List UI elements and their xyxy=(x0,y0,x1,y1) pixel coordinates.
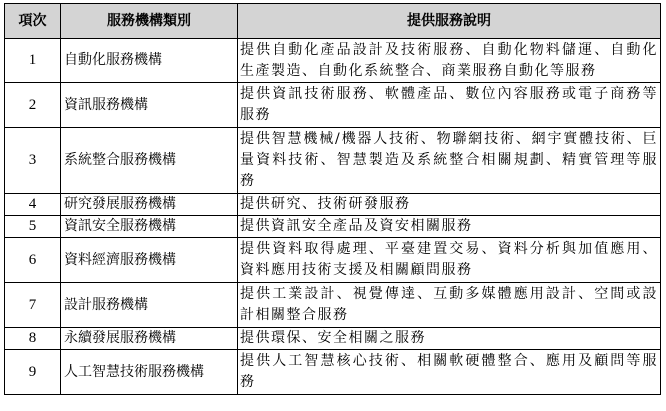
table-row xyxy=(5,194,661,216)
service-institution-table xyxy=(4,3,661,395)
row-number: 3 xyxy=(5,128,61,194)
row-number: 2 xyxy=(5,83,61,128)
row-description: 提供工業設計、視覺傳達、互動多媒體應用設計、空間或設計相關整合服務 xyxy=(238,283,661,328)
row-number: 5 xyxy=(5,216,61,238)
row-category: 自動化服務機構 xyxy=(61,39,238,83)
row-description: 提供自動化產品設計及技術服務、自動化物料儲運、自動化生產製造、自動化系統整合、商業服務自動化等服務 xyxy=(238,39,661,83)
row-number: 4 xyxy=(5,194,61,216)
row-number: 8 xyxy=(5,328,61,350)
row-category: 系統整合服務機構 xyxy=(61,128,238,194)
table-body xyxy=(5,39,661,395)
row-category: 資訊服務機構 xyxy=(61,83,238,128)
header-category: 服務機構類別 xyxy=(61,4,238,39)
row-number: 9 xyxy=(5,350,61,395)
table-row xyxy=(5,283,661,328)
row-number: 6 xyxy=(5,238,61,283)
row-description: 提供研究、技術研發服務 xyxy=(238,194,661,216)
header-description: 提供服務說明 xyxy=(238,4,661,39)
header-item-no: 項次 xyxy=(5,4,61,39)
header-row xyxy=(5,4,661,39)
table-header xyxy=(5,4,661,39)
row-category: 資料經濟服務機構 xyxy=(61,238,238,283)
row-category: 研究發展服務機構 xyxy=(61,194,238,216)
row-description: 提供資訊技術服務、軟體產品、數位內容服務或電子商務等服務 xyxy=(238,83,661,128)
table-row xyxy=(5,83,661,128)
row-category: 設計服務機構 xyxy=(61,283,238,328)
row-description: 提供資料取得處理、平臺建置交易、資料分析與加值應用、資料應用技術支援及相關顧問服務 xyxy=(238,238,661,283)
row-number: 7 xyxy=(5,283,61,328)
table-row xyxy=(5,39,661,83)
table-row xyxy=(5,238,661,283)
row-category: 永續發展服務機構 xyxy=(61,328,238,350)
table-row xyxy=(5,128,661,194)
row-description: 提供智慧機械/機器人技術、物聯網技術、網宇實體技術、巨量資料技術、智慧製造及系統整合相關規劃、精實管理等服務 xyxy=(238,128,661,194)
row-category: 資訊安全服務機構 xyxy=(61,216,238,238)
row-description: 提供人工智慧核心技術、相關軟硬體整合、應用及顧問等服務 xyxy=(238,350,661,395)
table-row xyxy=(5,328,661,350)
row-description: 提供資訊安全產品及資安相關服務 xyxy=(238,216,661,238)
row-number: 1 xyxy=(5,39,61,83)
table-row xyxy=(5,350,661,395)
row-description: 提供環保、安全相關之服務 xyxy=(238,328,661,350)
table-row xyxy=(5,216,661,238)
row-category: 人工智慧技術服務機構 xyxy=(61,350,238,395)
